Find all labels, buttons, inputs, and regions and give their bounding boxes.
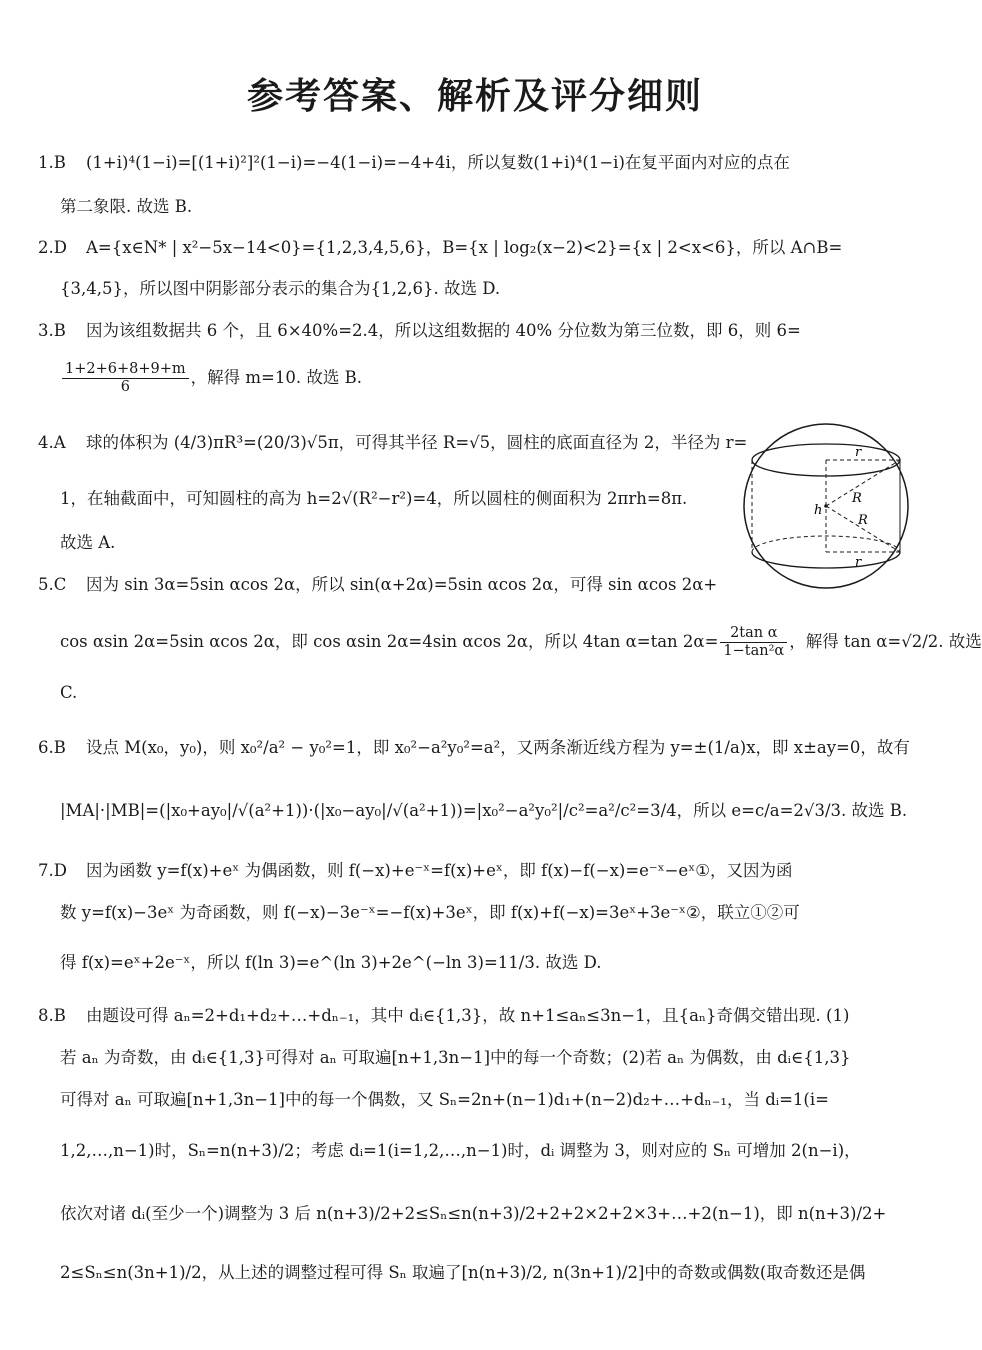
answer-number: 2.D	[38, 238, 67, 257]
answer-number: 1.B	[38, 153, 66, 172]
answer-7-line-3: 得 f(x)=eˣ+2e⁻ˣ，所以 f(ln 3)=e^(ln 3)+2e^(−ln 3)=11/3. 故选 D.	[60, 953, 602, 972]
fraction-numerator: 2tan α	[720, 625, 787, 643]
answer-4-line-1	[38, 432, 748, 454]
answer-8-line-1	[38, 1005, 915, 1027]
sphere-center	[824, 504, 828, 508]
radius-R-upper	[826, 460, 900, 506]
answer-number: 4.A	[38, 433, 66, 452]
answer-8-line-2: 若 aₙ 为奇数，由 dᵢ∈{1,3}可得对 aₙ 可取遍[n+1,3n−1]中的每一个奇数；(2)若 aₙ 为偶数，由 dᵢ∈{1,3}	[60, 1048, 851, 1067]
answer-text: 因为 sin 3α=5sin αcos 2α，所以 sin(α+2α)=5sin αcos 2α，可得 sin αcos 2α+	[86, 575, 718, 594]
answer-2-line-1	[38, 237, 915, 259]
answer-8-line-4: 1,2,…,n−1)时，Sₙ=n(n+3)/2；考虑 dᵢ=1(i=1,2,…,n−1)时，dᵢ 调整为 3，则对应的 Sₙ 可增加 2(n−i)，	[60, 1141, 861, 1160]
answer-7-line-1	[38, 860, 915, 882]
fraction-denominator: 1−tan²α	[723, 643, 785, 659]
sphere-cylinder-figure	[740, 422, 912, 590]
answer-text: 设点 M(x₀，y₀)，则 x₀²/a² − y₀²=1，即 x₀²−a²y₀²=a²，又两条渐近线方程为 y=±(1/a)x，即 x±ay=0，故有	[86, 738, 910, 757]
answer-8-line-6: 2≤Sₙ≤n(3n+1)/2，从上述的调整过程可得 Sₙ 取遍了[n(n+3)/2, n(3n+1)/2]中的奇数或偶数(取奇数还是偶	[60, 1263, 866, 1282]
answer-3-line-1	[38, 320, 915, 342]
label-R-lower: R	[858, 513, 868, 528]
label-R-upper: R	[852, 491, 862, 506]
fraction-denominator: 6	[120, 379, 130, 395]
answer-5-line-2	[60, 622, 982, 666]
fraction-numerator: 1+2+6+8+9+m	[62, 361, 189, 379]
answer-number: 7.D	[38, 861, 67, 880]
label-r-bottom: r	[855, 555, 862, 570]
answer-text: cos αsin 2α=5sin αcos 2α，即 cos αsin 2α=4sin αcos 2α，所以 4tan α=tan 2α=	[60, 632, 719, 651]
answer-5-line-3: C.	[60, 683, 78, 702]
answer-8-line-5: 依次对诸 dᵢ(至少一个)调整为 3 后 n(n+3)/2+2≤Sₙ≤n(n+3)/2+2+2×2+2×3+…+2(n−1)，即 n(n+3)/2+	[60, 1204, 887, 1223]
answer-3-line-2	[60, 358, 915, 402]
answer-number: 3.B	[38, 321, 66, 340]
answer-text: 因为函数 y=f(x)+eˣ 为偶函数，则 f(−x)+e⁻ˣ=f(x)+eˣ，即 f(x)−f(−x)=e⁻ˣ−eˣ①，又因为函	[86, 861, 793, 880]
answer-text: ，解得 tan α=√2/2. 故选	[789, 632, 982, 651]
answer-6-line-2: |MA|·|MB|=(|x₀+ay₀|/√(a²+1))·(|x₀−ay₀|/√(a²+1))=|x₀²−a²y₀²|/c²=a²/c²=3/4，所以 e=c/a=2√3/3. 故选 B.	[60, 801, 908, 820]
answer-number: 8.B	[38, 1006, 66, 1025]
answer-text: 由题设可得 aₙ=2+d₁+d₂+…+dₙ₋₁，其中 dᵢ∈{1,3}，故 n+1≤aₙ≤3n−1，且{aₙ}奇偶交错出现. (1)	[86, 1006, 850, 1025]
answer-4-line-3: 故选 A.	[60, 533, 116, 552]
answer-8-line-3: 可得对 aₙ 可取遍[n+1,3n−1]中的每一个偶数，又 Sₙ=2n+(n−1)d₁+(n−2)d₂+…+dₙ₋₁，当 dᵢ=1(i=	[60, 1090, 829, 1109]
answer-text: 球的体积为 (4/3)πR³=(20/3)√5π，可得其半径 R=√5，圆柱的底面直径为 2，半径为 r=	[86, 433, 748, 452]
answer-2-line-2: {3,4,5}，所以图中阴影部分表示的集合为{1,2,6}. 故选 D.	[60, 279, 501, 298]
answer-6-line-1	[38, 737, 915, 759]
answer-text: A={x∈N* | x²−5x−14<0}={1,2,3,4,5,6}，B={x | log₂(x−2)<2}={x | 2<x<6}，所以 A∩B=	[86, 238, 843, 257]
cylinder-bottom-front	[752, 552, 900, 568]
answer-7-line-2: 数 y=f(x)−3eˣ 为奇函数，则 f(−x)−3e⁻ˣ=−f(x)+3eˣ，即 f(x)+f(−x)=3eˣ+3e⁻ˣ②，联立①②可	[60, 903, 800, 922]
label-r-top: r	[855, 445, 862, 460]
answer-number: 5.C	[38, 575, 67, 594]
answer-4-line-2: 1，在轴截面中，可知圆柱的高为 h=2√(R²−r²)=4，所以圆柱的侧面积为 2πrh=8π.	[60, 489, 688, 508]
answer-1-line-1	[38, 152, 915, 174]
answer-text: (1+i)⁴(1−i)=[(1+i)²]²(1−i)=−4(1−i)=−4+4i，所以复数(1+i)⁴(1−i)在复平面内对应的点在	[86, 153, 790, 172]
label-h: h	[814, 503, 823, 518]
fraction	[62, 361, 189, 396]
answer-number: 6.B	[38, 738, 66, 757]
fraction	[720, 625, 787, 660]
answer-text: ，解得 m=10. 故选 B.	[190, 368, 362, 387]
answer-1-line-2: 第二象限. 故选 B.	[60, 197, 193, 216]
page-title: 参考答案、解析及评分细则	[246, 76, 703, 117]
answer-5-line-1	[38, 574, 728, 596]
answer-text: 因为该组数据共 6 个，且 6×40%=2.4，所以这组数据的 40% 分位数为第三位数，即 6，则 6=	[86, 321, 801, 340]
